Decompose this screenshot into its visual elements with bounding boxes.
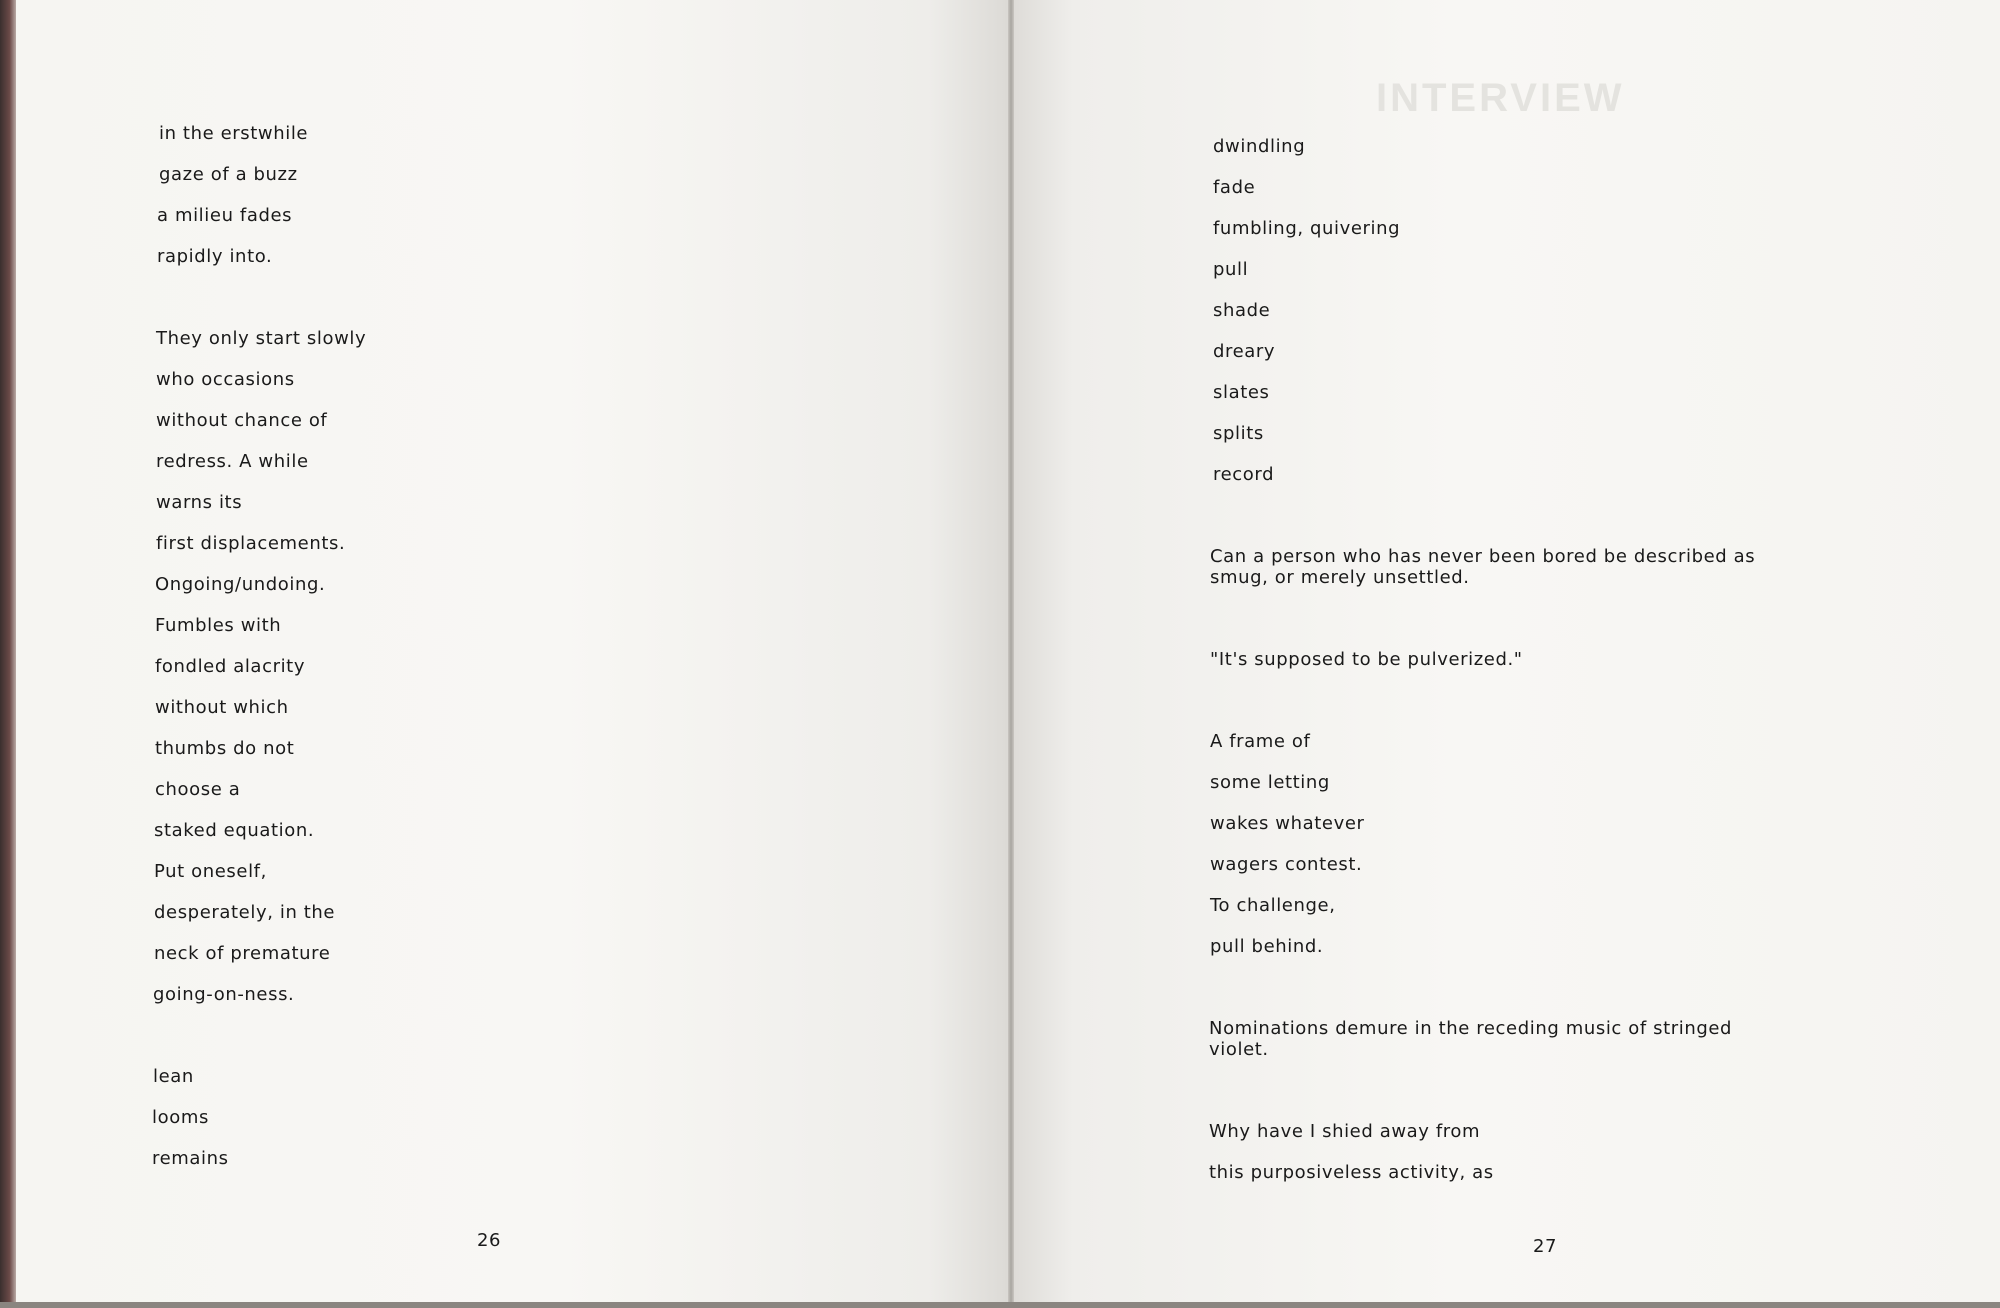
poem-line: lean [153, 1066, 194, 1087]
poem-line: shade [1213, 300, 1271, 321]
poem-line: wakes whatever [1210, 813, 1365, 834]
prose-line: Can a person who has never been bored be described as [1210, 546, 1756, 567]
poem-line: staked equation. [154, 820, 315, 841]
poem-line: To challenge, [1210, 895, 1336, 916]
poem-line: fade [1213, 177, 1256, 198]
poem-line: neck of premature [154, 943, 331, 964]
poem-line: in the erstwhile [159, 123, 309, 144]
right-page [1014, 0, 2000, 1302]
poem-line: thumbs do not [155, 738, 295, 759]
page-number-left: 26 [477, 1230, 502, 1251]
poem-line: choose a [155, 779, 241, 800]
poem-line: dreary [1213, 341, 1276, 362]
poem-line: Why have I shied away from [1209, 1121, 1481, 1142]
prose-line: smug, or merely unsettled. [1210, 567, 1470, 588]
poem-line: looms [152, 1107, 209, 1128]
page-number-right: 27 [1533, 1236, 1558, 1257]
poem-line: first displacements. [156, 533, 346, 554]
poem-line: a milieu fades [157, 205, 293, 226]
poem-line: slates [1213, 382, 1270, 403]
poem-line: gaze of a buzz [159, 164, 298, 185]
poem-line: pull [1213, 259, 1249, 280]
poem-line: fumbling, quivering [1213, 218, 1401, 239]
poem-line: Fumbles with [155, 615, 282, 636]
poem-line: going-on-ness. [153, 984, 295, 1005]
poem-line: splits [1213, 423, 1264, 444]
prose-line: Nominations demure in the receding music of stringed [1209, 1018, 1733, 1039]
poem-line: warns its [156, 492, 243, 513]
poem-line: remains [152, 1148, 229, 1169]
prose-line: violet. [1209, 1039, 1269, 1060]
poem-line: Put oneself, [154, 861, 267, 882]
poem-line: rapidly into. [157, 246, 273, 267]
poem-line: fondled alacrity [155, 656, 306, 677]
poem-line: pull behind. [1210, 936, 1324, 957]
poem-line: desperately, in the [154, 902, 336, 923]
poem-line: A frame of [1210, 731, 1311, 752]
book-cover-edge [0, 0, 16, 1308]
show-through-heading: INTERVIEW [1376, 76, 1625, 120]
poem-line: Ongoing/undoing. [155, 574, 326, 595]
poem-line: without chance of [156, 410, 328, 431]
poem-line: dwindling [1213, 136, 1306, 157]
book-bottom-edge [0, 1302, 2000, 1308]
poem-line: They only start slowly [156, 328, 367, 349]
poem-line: who occasions [156, 369, 295, 390]
poem-line: redress. A while [156, 451, 309, 472]
poem-line: record [1213, 464, 1275, 485]
left-page [16, 0, 1008, 1302]
poem-line: wagers contest. [1210, 854, 1363, 875]
poem-line: this purposiveless activity, as [1209, 1162, 1494, 1183]
poem-line: without which [155, 697, 289, 718]
poem-line: some letting [1210, 772, 1330, 793]
quote-line: "It's supposed to be pulverized." [1210, 649, 1523, 670]
